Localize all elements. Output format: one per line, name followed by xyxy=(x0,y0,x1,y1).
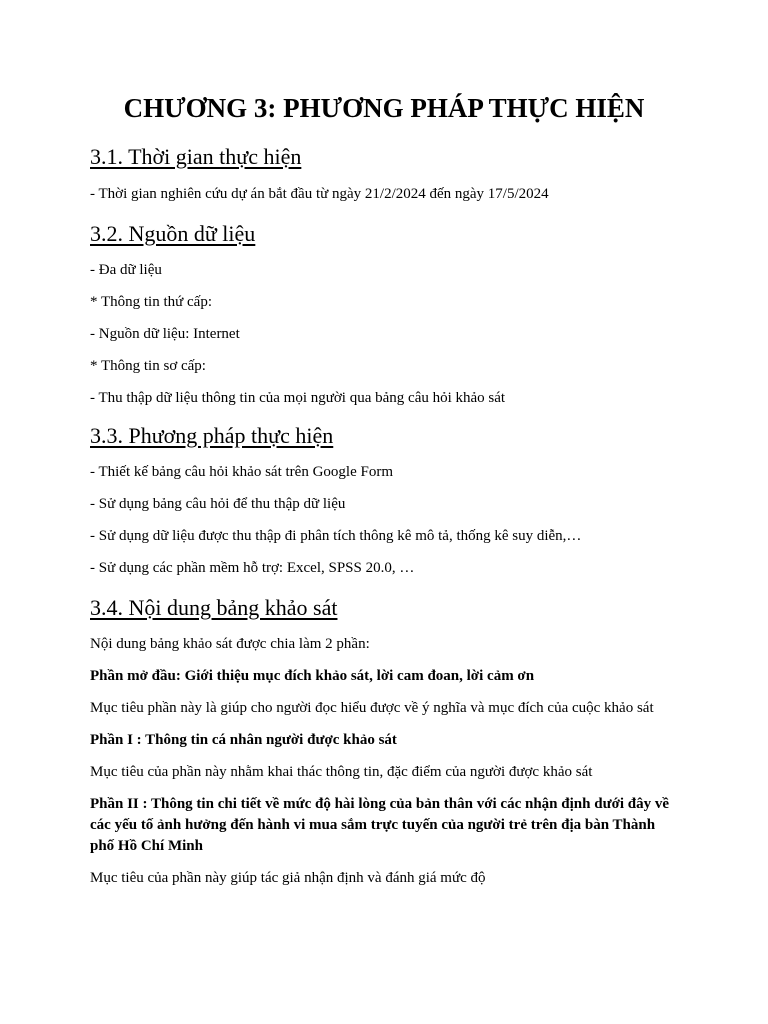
paragraph: - Thu thập dữ liệu thông tin của mọi người qua bảng câu hỏi khảo sát xyxy=(90,390,506,406)
paragraph: Nội dung bảng khảo sát được chia làm 2 phần: xyxy=(90,636,370,652)
paragraph: Mục tiêu của phần này giúp tác giả nhận định và đánh giá mức độ xyxy=(90,870,486,886)
paragraph: - Sử dụng các phần mềm hỗ trợ: Excel, SPSS 20.0, … xyxy=(90,560,415,576)
paragraph: - Đa dữ liệu xyxy=(90,262,162,278)
paragraph: - Sử dụng dữ liệu được thu thập đi phân tích thông kê mô tả, thống kê suy diễn,… xyxy=(90,528,582,544)
paragraph: - Thiết kế bảng câu hỏi khảo sát trên Google Form xyxy=(90,464,393,480)
part-title-2: Phần II : Thông tin chi tiết về mức độ hài lòng của bản thân với các nhận định dưới đây về các yếu tố ảnh hưởng đến hành vi mua sắm trực tuyến của người trẻ trên địa bàn Thành phố Hồ Chí Minh xyxy=(90,796,670,854)
paragraph: - Sử dụng bảng câu hỏi để thu thập dữ liệu xyxy=(90,496,346,512)
section-heading-3-3: 3.3. Phương pháp thực hiện xyxy=(90,423,334,448)
paragraph: Mục tiêu phần này là giúp cho người đọc hiểu được về ý nghĩa và mục đích của cuộc khảo sát xyxy=(90,700,654,716)
part-title-intro: Phần mở đầu: Giới thiệu mục đích khảo sát, lời cam đoan, lời cảm ơn xyxy=(90,668,535,684)
part-title-1: Phần I : Thông tin cá nhân người được khảo sát xyxy=(90,732,397,748)
paragraph: - Thời gian nghiên cứu dự án bắt đầu từ ngày 21/2/2024 đến ngày 17/5/2024 xyxy=(90,186,549,202)
paragraph: * Thông tin thứ cấp: xyxy=(90,294,213,310)
section-heading-3-4: 3.4. Nội dung bảng khảo sát xyxy=(90,595,338,620)
paragraph: - Nguồn dữ liệu: Internet xyxy=(90,326,240,342)
paragraph: Mục tiêu của phần này nhằm khai thác thông tin, đặc điểm của người được khảo sát xyxy=(90,764,593,780)
chapter-title: CHƯƠNG 3: PHƯƠNG PHÁP THỰC HIỆN xyxy=(123,93,645,123)
section-heading-3-2: 3.2. Nguồn dữ liệu xyxy=(90,221,256,246)
section-heading-3-1: 3.1. Thời gian thực hiện xyxy=(90,144,302,169)
paragraph: * Thông tin sơ cấp: xyxy=(90,358,206,374)
